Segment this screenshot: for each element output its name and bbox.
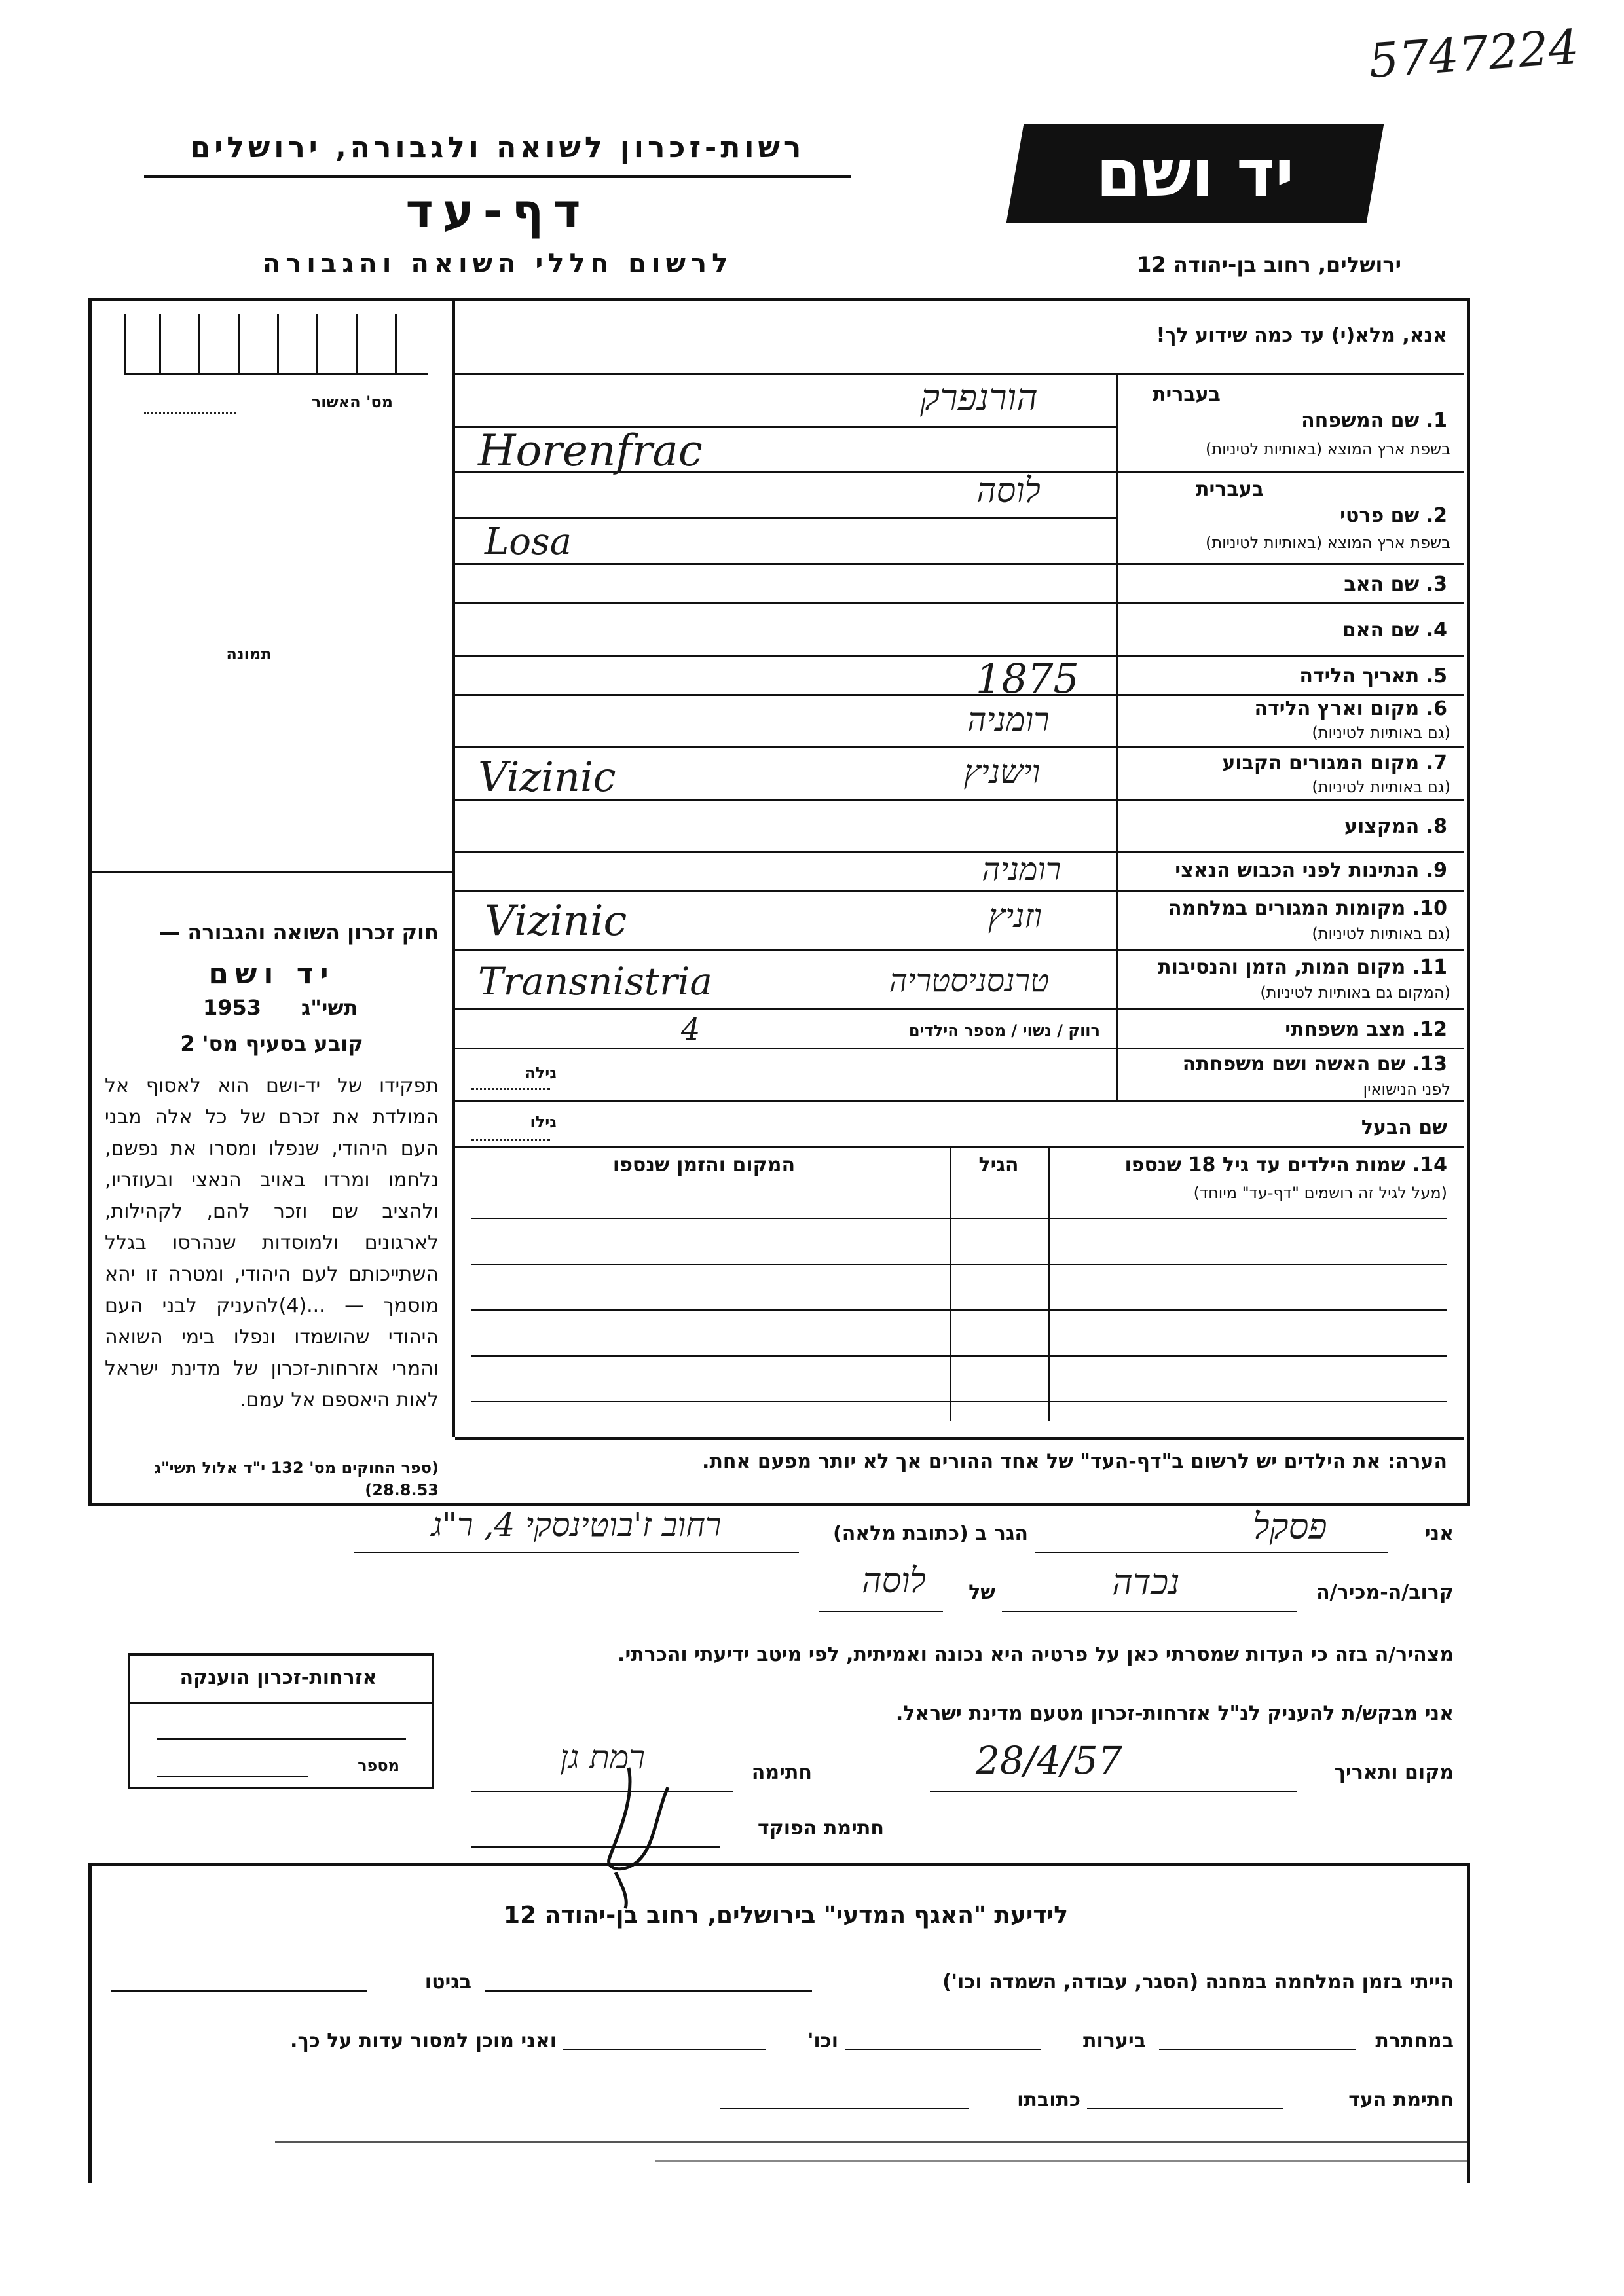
field-1-hebrew-tag: בעברית	[1153, 383, 1221, 406]
scan-edge-2	[655, 2160, 1467, 2162]
field-2-value-he[interactable]: לוסה	[976, 471, 1041, 511]
field-7-title: מקום המגורים הקבוע	[1222, 752, 1420, 774]
decl-address-line	[354, 1552, 799, 1553]
footer-line3-field-a	[1087, 2108, 1283, 2109]
row-rule-12	[455, 1048, 1464, 1049]
footer-line2-field-b	[845, 2049, 1041, 2050]
husband-age-field[interactable]	[471, 1139, 550, 1141]
footer-line2-field-a	[1159, 2049, 1356, 2050]
form-title: דף-עד	[405, 183, 590, 238]
decl-relation[interactable]: נכדה	[1112, 1561, 1180, 1603]
row-rule-5	[455, 694, 1464, 696]
decl-i-line	[1035, 1552, 1388, 1553]
children-col-rule-a	[1048, 1146, 1050, 1421]
citizenship-number-line	[157, 1776, 308, 1777]
children-col-age: הגיל	[978, 1154, 1019, 1176]
field-13-num: 13.	[1412, 1053, 1447, 1076]
field-10-sub: (גם באותיות לטיניות)	[1312, 924, 1450, 943]
field-5-num: 5.	[1426, 665, 1447, 687]
field-10-value-latin[interactable]: Vizinic	[485, 897, 627, 945]
field-12-num: 12.	[1412, 1018, 1447, 1041]
footer-top-rule	[88, 1863, 1470, 1866]
law-year-heb: תשי"ג	[301, 995, 358, 1020]
field-5-label	[1153, 665, 1447, 687]
field-6-sub: (גם באותיות לטיניות)	[1312, 723, 1450, 742]
approval-number-label: מס' האשור	[311, 393, 393, 411]
field-1-title: שם המשפחה	[1301, 409, 1420, 432]
field-8-num: 8.	[1426, 815, 1447, 838]
field-6-label	[1126, 697, 1447, 720]
footer-line1-b: בגיטו	[424, 1971, 471, 1994]
law-name: יד ושם	[208, 957, 335, 991]
husband-age-label: גילו	[530, 1113, 557, 1131]
row-rule-13	[455, 1100, 1464, 1102]
officer-signature	[589, 1761, 694, 1912]
field-12-label	[1153, 1018, 1447, 1041]
decl-address[interactable]: רחוב ז'בוטינסקי 4, ר"ג	[431, 1506, 722, 1544]
field-10-num: 10.	[1412, 897, 1447, 920]
field-7-value-latin[interactable]: Vizinic	[478, 753, 616, 801]
row-rule-3	[455, 602, 1464, 604]
field-3-title: שם האב	[1344, 573, 1420, 596]
children-row-3	[471, 1309, 1447, 1311]
field-12-title: מצב משפחתי	[1285, 1018, 1406, 1041]
note-text: הערה: את הילדים יש לרשום ב"דף-העד" של אחד ההורים אך לא יותר מפעם אחת.	[702, 1450, 1447, 1473]
field-11-value-he[interactable]: טרנסניסטריה	[889, 962, 1050, 999]
field-3-label	[1153, 573, 1447, 596]
authority-name: רשות-זכרון לשואה ולגבורה, ירושלים	[190, 131, 805, 164]
field-11-value-latin[interactable]: Transnistria	[478, 959, 712, 1004]
decl-i-label: אני	[1424, 1522, 1454, 1545]
children-row-1	[471, 1218, 1447, 1219]
field-11-title: מקום המות, הזמן והנסיבות	[1158, 956, 1406, 979]
law-section: קובע בסעיף מס' 2	[180, 1031, 363, 1056]
field-4-num: 4.	[1426, 619, 1447, 642]
citizenship-rule-1	[128, 1702, 434, 1704]
note-rule	[455, 1437, 1464, 1440]
field-1-label	[1153, 383, 1447, 406]
decl-signature[interactable]: רמת גן	[560, 1738, 645, 1776]
row-rule-2	[455, 563, 1464, 565]
field-2-latin-tag: בשפת ארץ המוצא (באותיות לטיניות)	[1206, 534, 1450, 552]
decl-place-date-label: מקום ותאריך	[1334, 1761, 1454, 1784]
footer-line2-a: במחתרת	[1375, 2030, 1454, 2052]
field-9-title: הנתינות לפני הכבוש הנאצי	[1175, 859, 1420, 882]
decl-of-value[interactable]: לוסה	[862, 1561, 926, 1601]
field-6-num: 6.	[1426, 697, 1447, 720]
law-body: תפקידו של יד-ושם הוא לאסוף אל המולדת את זכרם של כל אלה מבני העם היהודי, שנפלו ומסרו את נפשם, נלחמו ומרדו באויב הנאצי ובעוזריו, ולהציב שם וזכר להם, לקהילות, לארגונים ולמוסדות שנהרסו בגלל השתייכותם לעם היהודי, ומטרה זו יהא מוסמך — ...(4)להעניק לבני העם היהודי שהושמדו ונפלו בימי השואה והמרי אזרחות-זכרון של מדינת ישראל לאות היאספם אל עמם.	[105, 1074, 439, 1412]
children-col-place: המקום והזמן שנספו	[612, 1154, 796, 1176]
decl-relation-line	[1002, 1611, 1297, 1612]
field-10-title: מקומות המגורים במלחמה	[1168, 897, 1406, 920]
field-10-value-he[interactable]: וזניץ	[987, 897, 1043, 935]
photo-label: תמונה	[226, 645, 272, 663]
field-7-value-he[interactable]: וישניץ	[963, 753, 1041, 791]
header-rule	[144, 175, 851, 178]
field-11-num: 11.	[1412, 956, 1447, 979]
footer-line1-a: הייתי בזמן המלחמה במחנה (הסגר, עבודה, השמדה וכו')	[942, 1971, 1454, 1994]
footer-line1-field-a	[485, 1990, 812, 1992]
field-1-latin-tag: בשפת ארץ המוצא (באותיות לטיניות)	[1206, 440, 1450, 458]
field-8-label	[1153, 815, 1447, 838]
children-row-5	[471, 1401, 1447, 1402]
field-13-label	[1126, 1053, 1447, 1076]
decl-signature-label: חתימה	[751, 1761, 812, 1784]
sidebar-divider	[452, 298, 455, 1437]
field-13-age-field[interactable]	[471, 1088, 550, 1090]
yad-vashem-logo	[1006, 124, 1384, 223]
address: ירושלים, רחוב בן-יהודה 12	[1137, 252, 1401, 277]
children-row-4	[471, 1355, 1447, 1357]
children-row-2	[471, 1264, 1447, 1265]
field-2-value-latin[interactable]: Losa	[485, 520, 572, 563]
form-subtitle: לרשום חללי השואה והגבורה	[262, 249, 733, 279]
decl-place-date[interactable]: 28/4/57	[976, 1738, 1122, 1783]
archive-number: 5747224	[1367, 18, 1581, 89]
children-label	[1054, 1154, 1447, 1176]
decl-date-line	[930, 1791, 1297, 1792]
field-2-name	[1153, 504, 1447, 527]
row-rule-4	[455, 655, 1464, 657]
footer-title: לידיעת "האגף המדעי" בירושלים, רחוב בן-יהודה 12	[504, 1902, 1068, 1929]
field-7-label	[1126, 752, 1447, 774]
field-2-title: שם פרטי	[1340, 504, 1420, 527]
row-rule-6	[455, 746, 1464, 748]
approval-box	[124, 314, 428, 375]
field-2-num: 2.	[1426, 504, 1447, 527]
field-7-num: 7.	[1426, 752, 1447, 774]
field-12-options: רווק / נשוי / מספר הילדים	[908, 1021, 1100, 1040]
field-2-hebrew-tag: בעברית	[1196, 478, 1264, 501]
field-9-num: 9.	[1426, 859, 1447, 882]
field-4-title: שם האם	[1342, 619, 1420, 642]
footer-line2-field-c	[563, 2049, 766, 2050]
footer-line3-b: כתובתו	[1017, 2088, 1080, 2111]
citizenship-rule-2	[157, 1738, 406, 1740]
field-8-title: המקצוע	[1344, 815, 1420, 838]
footer-line3-field-b	[720, 2108, 969, 2109]
field-9-value[interactable]: רומניה	[982, 851, 1061, 888]
scan-edge-1	[275, 2141, 1467, 2143]
field-4-label	[1153, 619, 1447, 642]
footer-left-rule	[88, 1863, 92, 2183]
row-rule-9	[455, 890, 1464, 892]
field-9-label	[1126, 859, 1447, 882]
footer-line2-d: ואני מוכן למסור עדות על כך.	[290, 2030, 557, 2052]
children-num: 14.	[1412, 1154, 1447, 1176]
law-year: 1953	[203, 995, 262, 1020]
field-13-sub: לפני הנישואין	[1363, 1080, 1450, 1099]
field-5-value[interactable]: 1875	[976, 655, 1079, 702]
decl-statement: מצהיר/ה בזה כי העדות שמסרתי כאן על פרטיה היא נכונה ואמיתית, לפי מיטב ידיעתי והכרתי.	[618, 1643, 1454, 1666]
field-6-title: מקום וארץ הלידה	[1254, 697, 1420, 720]
decl-of-line	[819, 1611, 943, 1612]
field-13-age-label: גילה	[525, 1064, 557, 1082]
field-11-label	[1126, 956, 1447, 979]
field-13-title: שם האשה ושם משפחתה	[1182, 1053, 1406, 1076]
top-strip-rule	[452, 373, 1464, 375]
decl-request: אני מבקש/ת להעניק לנ"ל אזרחות-זכרון מטעם מדינת ישראל.	[895, 1702, 1454, 1725]
footer-line2-c: וכו'	[807, 2030, 838, 2052]
children-sub: (מעל לגיל זה רושמים "דף-עד" מיוחד)	[1193, 1184, 1447, 1202]
label-divider	[1116, 373, 1118, 1100]
field-1-num: 1.	[1426, 409, 1447, 432]
decl-officer-label: חתימת הפוקד	[758, 1817, 884, 1840]
field-6-value[interactable]: רומניה	[967, 701, 1050, 738]
field-5-title: תאריך הלידה	[1299, 665, 1420, 687]
row-rule-11	[455, 1008, 1464, 1010]
law-title: חוק זכרון השואה והגבורה —	[159, 920, 439, 945]
approval-number-field[interactable]	[144, 412, 236, 414]
field-1-value-latin[interactable]: Horenfrac	[478, 426, 703, 476]
citizenship-number-label: מספר	[358, 1757, 399, 1775]
decl-i-value[interactable]: פסקל	[1253, 1506, 1327, 1547]
decl-lives-label: הגר ב (כתובת מלאה)	[832, 1522, 1028, 1545]
logo-text: יד ושם	[1096, 135, 1295, 211]
field-3-num: 3.	[1426, 573, 1447, 596]
decl-relation-label: קרוב/ה-מכיר/ה	[1316, 1581, 1454, 1604]
field-10-label	[1126, 897, 1447, 920]
decl-of-label: של	[969, 1581, 995, 1604]
footer-line1-field-b	[111, 1990, 367, 1992]
row-rule-10	[455, 949, 1464, 951]
field-1-name	[1153, 409, 1447, 432]
field-12-value[interactable]: 4	[681, 1011, 701, 1047]
footer-right-rule	[1467, 1863, 1470, 2183]
field-1-value-he[interactable]: הורנפרק	[920, 376, 1038, 419]
photo-box-bottom	[88, 871, 452, 873]
husband-label: שם הבעל	[1361, 1116, 1447, 1139]
row-rule-14	[455, 1146, 1464, 1148]
children-col-rule-b	[950, 1146, 951, 1421]
row2-split	[455, 517, 1116, 519]
instruction: אנא, מלא(י) עד כמה שידוע לך!	[1156, 324, 1447, 347]
law-gazette: (ספר החוקים מס' 132 י"ד אלול תשי"ג 28.8.53)	[154, 1459, 439, 1499]
field-11-sub: (המקום גם באותיות לטיניות)	[1260, 983, 1450, 1002]
children-title: שמות הילדים עד גיל 18 שנספו	[1124, 1154, 1406, 1176]
footer-line3-a: חתימת העד	[1348, 2088, 1454, 2111]
footer-line2-b: ביערות	[1083, 2030, 1146, 2052]
field-7-sub: (גם באותיות לטיניות)	[1312, 778, 1450, 796]
citizenship-title: אזרחות-זכרון הוענקה	[179, 1666, 377, 1689]
